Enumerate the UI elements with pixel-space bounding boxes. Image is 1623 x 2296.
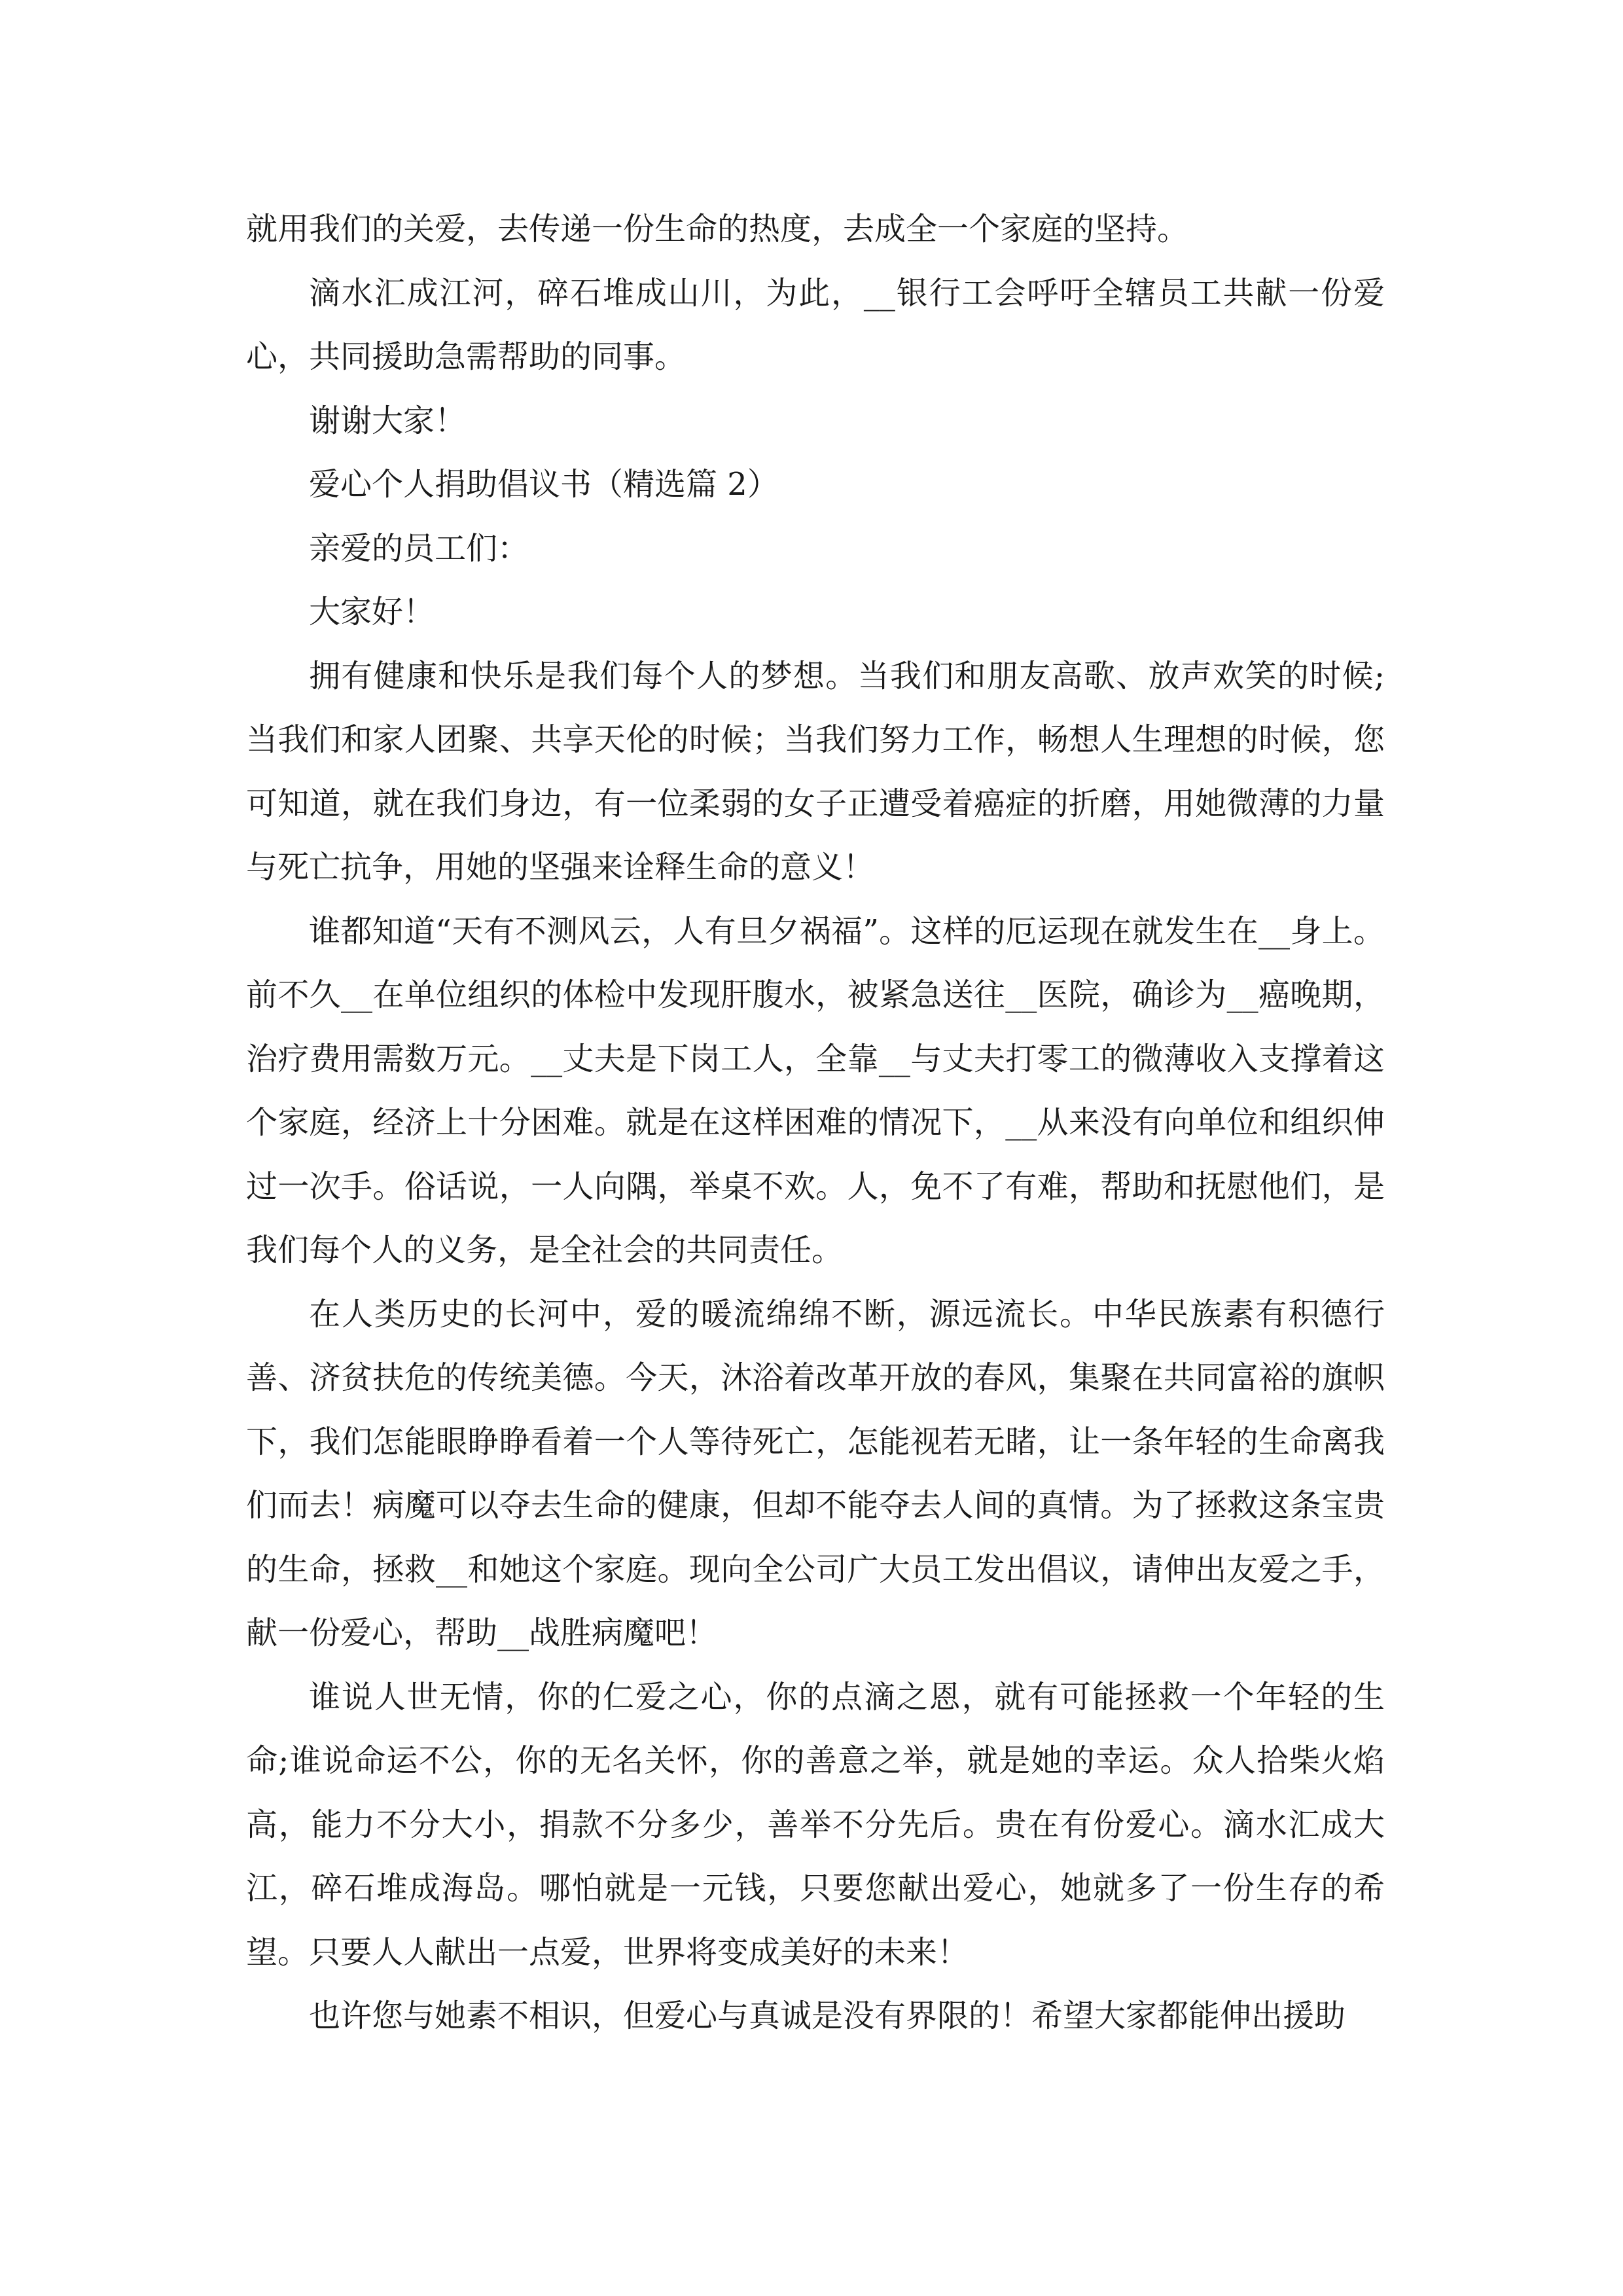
paragraph: 谢谢大家！ (309, 402, 467, 439)
section-title: 爱心个人捐助倡议书（精选篇 2） (309, 466, 779, 503)
paragraph: 谁都知道“天有不测风云，人有旦夕祸福”。这样的厄运现在就发生在__身上。前不久__在单位组织的体检中发现肝腹水，被紧急送往__医院，确诊为__癌晚期，治疗费用需数万元。__丈夫是下岗工人，全靠__与丈夫打零工的微薄收入支撑着这个家庭，经济上十分困难。就是在这样困难的情况下，__从来没有向单位和组织伸过一次手。俗话说，一人向隅，举桌不欢。人，免不了有难，帮助和抚慰他们，是我们每个人的义务，是全社会的共同责任。 (246, 912, 1385, 1268)
paragraph: 也许您与她素不相识，但爱心与真诚是没有界限的！希望大家都能伸出援助 (309, 1998, 1346, 2034)
document-body (246, 198, 1385, 2049)
paragraph: 谁说人世无情，你的仁爱之心，你的点滴之恩，就有可能拯救一个年轻的生命;谁说命运不公，你的无名关怀，你的善意之举，就是她的幸运。众人拾柴火焰高，能力不分大小，捐款不分多少，善举不分先后。贵在有份爱心。滴水汇成大江，碎石堆成海岛。哪怕就是一元钱，只要您献出爱心，她就多了一份生存的希望。只要人人献出一点爱，世界将变成美好的未来！ (246, 1678, 1385, 1971)
greeting: 大家好！ (309, 594, 435, 630)
salutation: 亲爱的员工们： (309, 529, 529, 567)
paragraph: 在人类历史的长河中，爱的暖流绵绵不断，源远流长。中华民族素有积德行善、济贫扶危的传统美德。今天，沐浴着改革开放的春风，集聚在共同富裕的旗帜下，我们怎能眼睁睁看着一个人等待死亡，怎能视若无睹，让一条年轻的生命离我们而去！病魔可以夺去生命的健康，但却不能夺去人间的真情。为了拯救这条宝贵的生命，拯救__和她这个家庭。现向全公司广大员工发出倡议，请伸出友爱之手，献一份爱心，帮助__战胜病魔吧！ (246, 1295, 1385, 1651)
paragraph: 就用我们的关爱，去传递一份生命的热度，去成全一个家庭的坚持。 (246, 211, 1189, 247)
paragraph: 滴水汇成江河，碎石堆成山川，为此，__银行工会呼吁全辖员工共献一份爱心，共同援助急需帮助的同事。 (246, 274, 1385, 375)
paragraph: 拥有健康和快乐是我们每个人的梦想。当我们和朋友高歌、放声欢笑的时候;当我们和家人团聚、共享天伦的时候；当我们努力工作，畅想人生理想的时候，您可知道，就在我们身边，有一位柔弱的女子正遭受着癌症的折磨，用她微薄的力量与死亡抗争，用她的坚强来诠释生命的意义！ (246, 657, 1385, 886)
